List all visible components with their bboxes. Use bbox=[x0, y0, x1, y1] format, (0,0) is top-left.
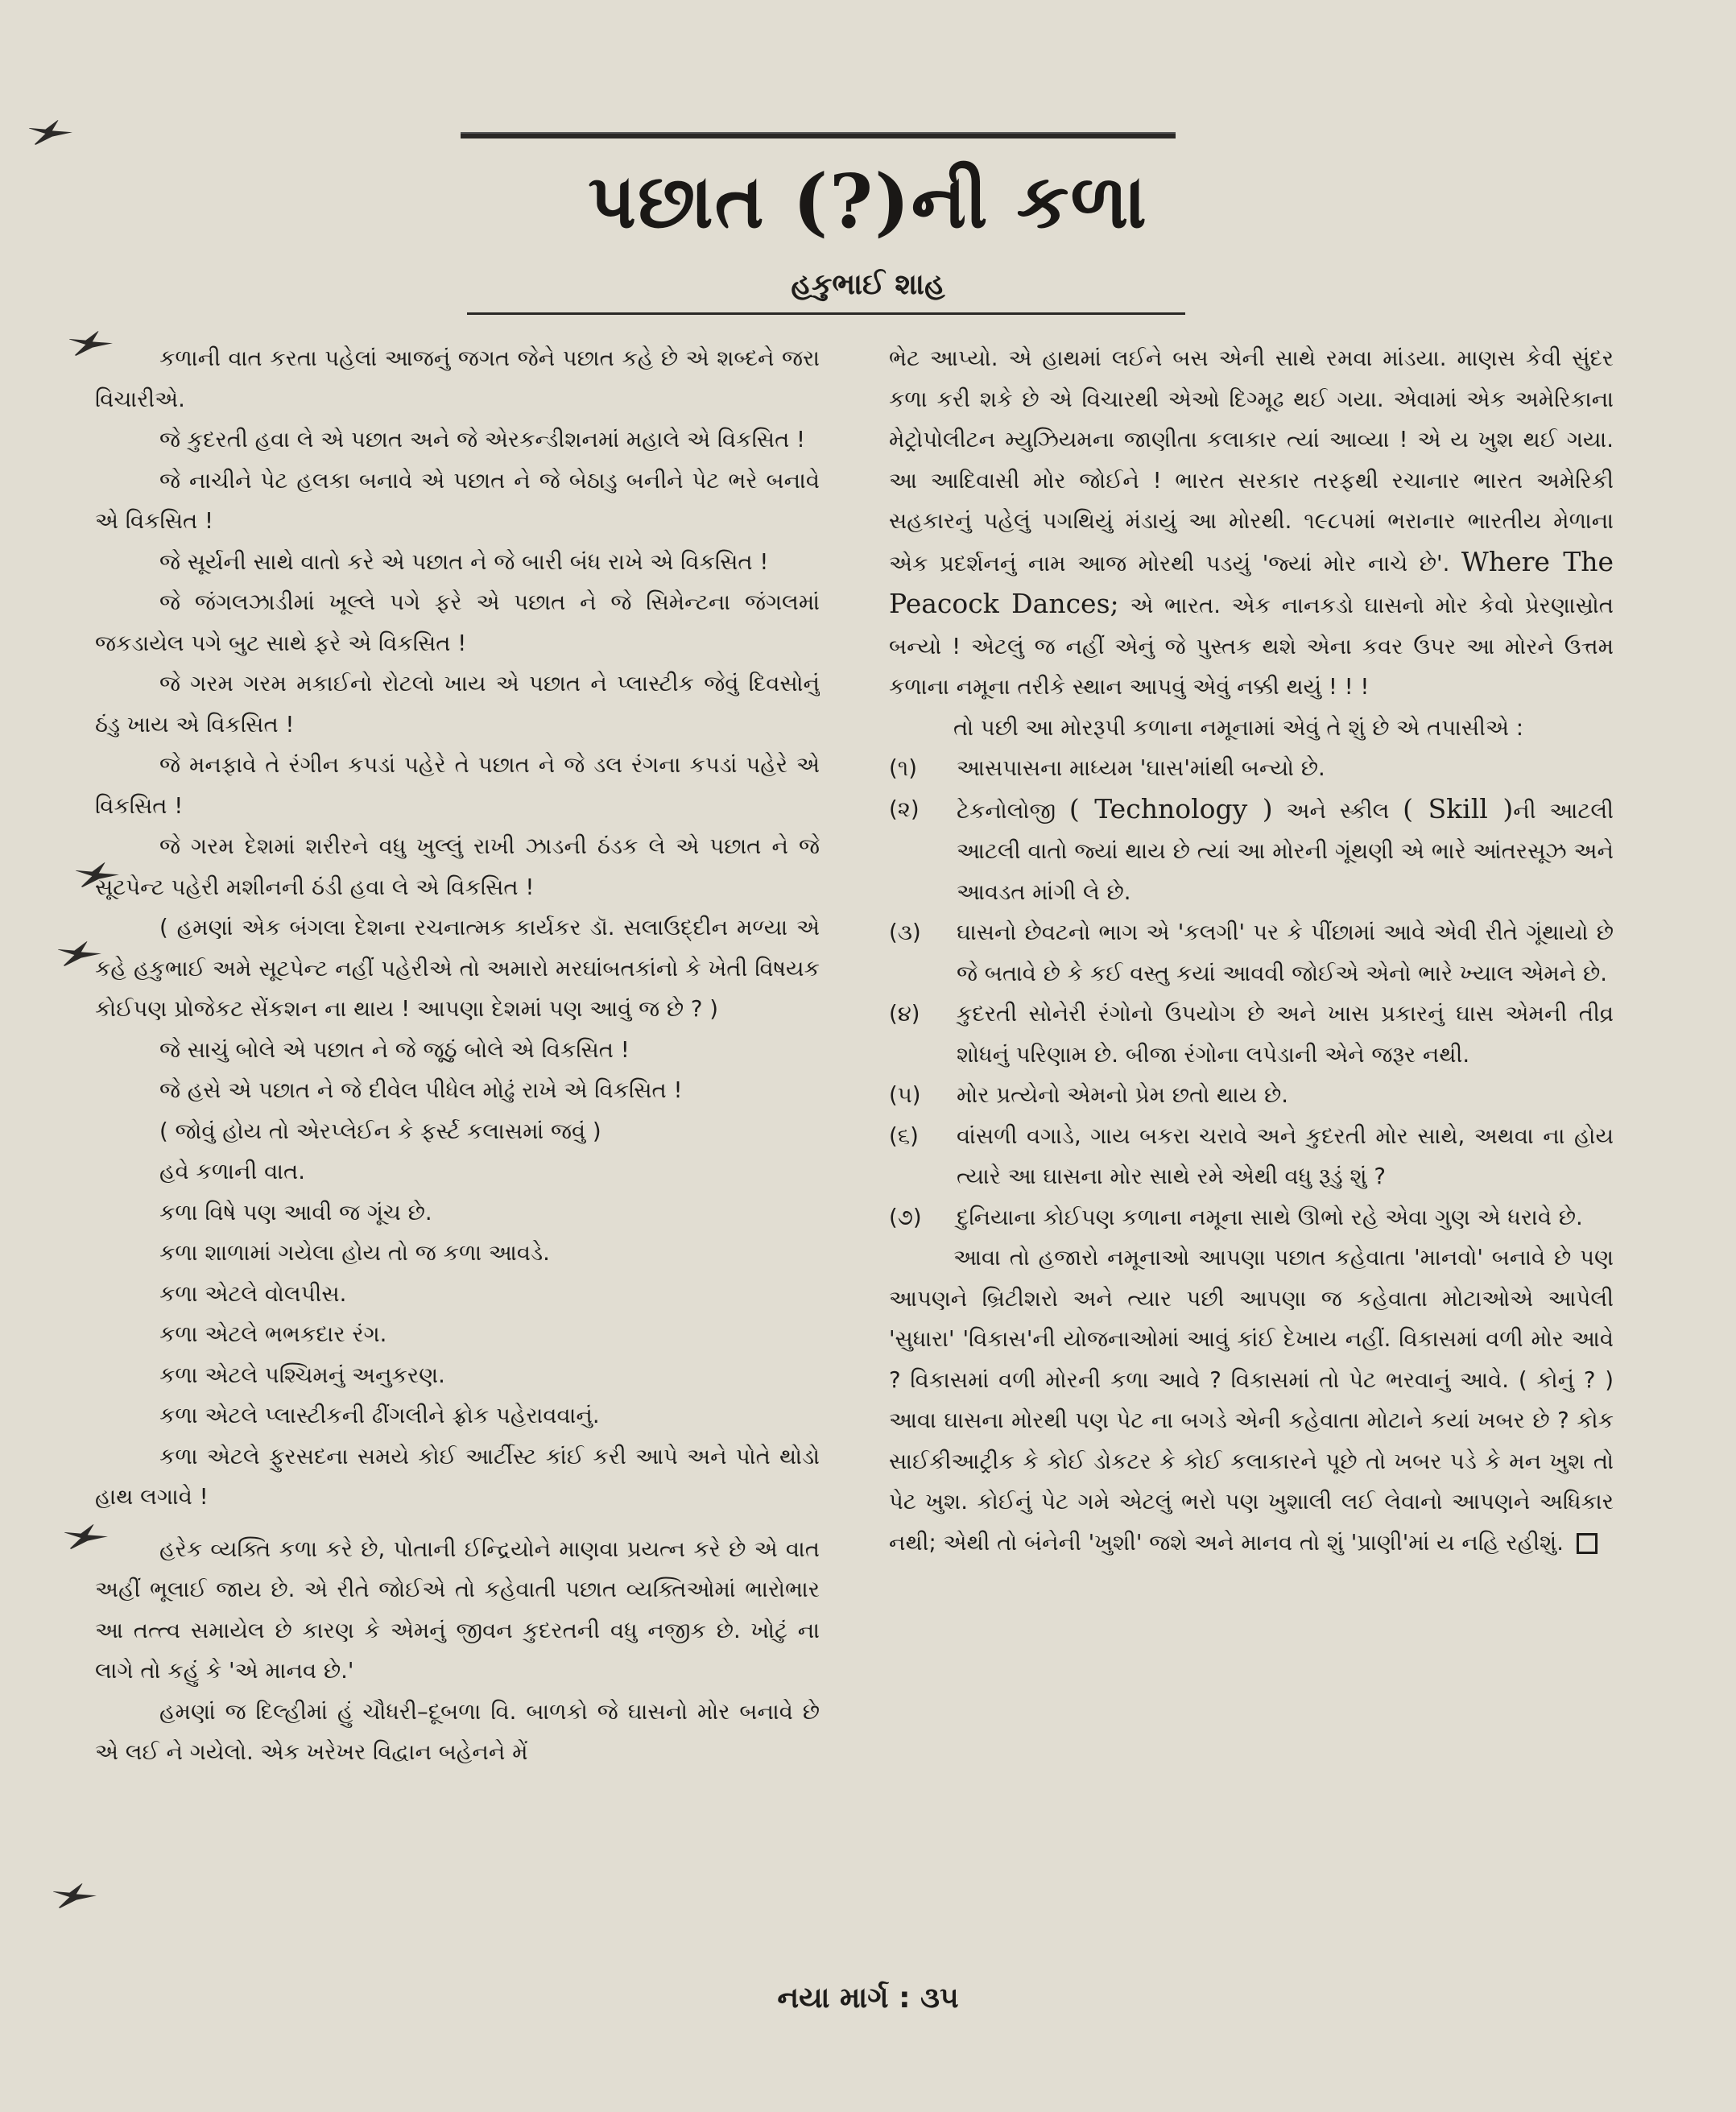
list-item bbox=[889, 1116, 1614, 1197]
english-phrase: ( Technology ) bbox=[1068, 792, 1273, 825]
paragraph: જે નાચીને પેટ હલકા બનાવે એ પછાત ને જે બેઠાડુ બનીને પેટ ભરે બનાવે એ વિકસિત ! bbox=[95, 467, 820, 534]
list-number: (૧) bbox=[889, 755, 917, 781]
list-item bbox=[889, 748, 1614, 789]
list-text: ઘાસનો છેવટનો ભાગ એ 'કલગી' પર કે પીંછામાં આવે એવી રીતે ગૂંથાયો છે જે બતાવે છે કે કઈ વસ્તુ કયાં આવવી જોઈએ એનો ભારે ખ્યાલ એમને છે. bbox=[957, 920, 1614, 986]
list-text-part: ટેકનોલોજી bbox=[957, 797, 1056, 824]
article-title: પછાત (?)ની કળા bbox=[588, 158, 1148, 245]
author-rule bbox=[467, 312, 1185, 315]
paragraph bbox=[889, 338, 1614, 708]
list-text: મોર પ્રત્યેનો એમનો પ્રેમ છતો થાય છે. bbox=[957, 1082, 1288, 1108]
list-item bbox=[889, 789, 1614, 913]
list-text-part: અને સ્કીલ bbox=[1286, 797, 1390, 824]
list-number: (૪) bbox=[889, 1001, 920, 1027]
list-number: (૨) bbox=[889, 796, 920, 822]
list-item bbox=[889, 1197, 1614, 1238]
text-line: કળા શાળામાં ગયેલા હોય તો જ કળા આવડે. bbox=[159, 1240, 550, 1266]
text-line: કળા એટલે પ્લાસ્ટીકની ઢીંગલીને ફ્રોક પહેરાવવાનું. bbox=[159, 1403, 600, 1428]
list-text: કુદરતી સોનેરી રંગોનો ઉપયોગ છે અને ખાસ પ્રકારનું ઘાસ એમની તીવ્ર શોધનું પરિણામ છે. બીજા રંગોના લપેડાની એને જરૂર નથી. bbox=[957, 1001, 1614, 1068]
list-number: (૩) bbox=[889, 920, 921, 945]
list-item bbox=[889, 912, 1614, 994]
left-column bbox=[95, 338, 820, 1981]
text-line: કળા એટલે વોલપીસ. bbox=[159, 1280, 347, 1307]
text-line: ( જોવું હોય તો એરપ્લેઈન કે ફર્સ્ટ કલાસમાં જવું ) bbox=[159, 1118, 601, 1144]
paragraph: જે મનફાવે તે રંગીન કપડાં પહેરે તે પછાત ને જે ડલ રંગના કપડાં પહેરે એ વિકસિત ! bbox=[95, 752, 820, 819]
paragraph: હરેક વ્યક્તિ કળા કરે છે, પોતાની ઈન્દ્રિયોને માણવા પ્રયત્ન કરે છે એ વાત અહીં ભૂલાઈ જાય છે. એ રીતે જોઈએ તો કહેવાતી પછાત વ્યક્તિઓમાં ભારોભાર આ તત્ત્વ સમાયેલ છે કારણ કે એમનું જીવન કુદરતની વધુ નજીક છે. ખોટું ના લાગે તો કહું કે 'એ માનવ છે.' bbox=[95, 1535, 820, 1684]
list-item bbox=[889, 1075, 1614, 1116]
paragraph-text: આવા તો હજારો નમૂનાઓ આપણા પછાત કહેવાતા 'માનવો' બનાવે છે પણ આપણને બ્રિટીશરો અને ત્યાર પછી આપણા જ કહેવાતા મોટાઓએ આપેલી 'સુધારા' 'વિકાસ'ની યોજનાઓમાં આવું કાંઈ દેખાય નહીં. વિકાસમાં વળી મોર આવે ? વિકાસમાં વળી મોરની કળા આવે ? વિકાસમાં તો પેટ ભરવાનું આવે. ( કોનું ? ) આવા ઘાસના મોરથી પણ પેટ ના બગડે એની કહેવાતા મોટાને કયાં ખબર છે ? કોક સાઈકીઆટ્રીક કે કોઈ ડોકટર કે કોઈ કલાકારને પૂછે તો ખબર પડે કે મન ખુશ તો પેટ ખુશ. કોઈનું પેટ ગમે એટલું ભરો પણ ખુશાલી લઈ લેવાનો આપણને અધિકાર નથી; એથી તો બંનેની 'ખુશી' જશે અને માનવ તો શું 'પ્રાણી'માં ય નહિ રહીશું. bbox=[889, 1245, 1614, 1556]
paragraph-text: એ ભારત. એક નાનકડો ઘાસનો મોર કેવો પ્રેરણાસ્રોત બન્યો ! એટલું જ નહીં એનું જે પુસ્તક થશે એના કવર ઉપર આ મોરને ઉત્તમ કળાના નમૂના તરીકે સ્થાન આપવું એવું નક્કી થયું ! ! ! bbox=[889, 593, 1614, 700]
paragraph: જે જંગલઝાડીમાં ખૂલ્લે પગે ફરે એ પછાત ને જે સિમેન્ટના જંગલમાં જકડાયેલ પગે બુટ સાથે ફરે એ વિકસિત ! bbox=[95, 589, 820, 656]
list-number: (૫) bbox=[889, 1082, 921, 1108]
paragraph: હમણાં જ દિલ્હીમાં હું ચૌધરી–દૂબળા વિ. બાળકો જે ઘાસનો મોર બનાવે છે એ લઈ ને ગયેલો. એક ખરેખર વિદ્વાન બહેનને મેં bbox=[95, 1698, 820, 1765]
header-rule bbox=[461, 132, 1176, 138]
paragraph bbox=[889, 1238, 1614, 1563]
paragraph: જે હસે એ પછાત ને જે દીવેલ પીધેલ મોઢું રાખે એ વિકસિત ! bbox=[159, 1077, 683, 1103]
end-mark-box bbox=[1577, 1533, 1598, 1554]
paragraph: ( હમણાં એક બંગલા દેશના રચનાત્મક કાર્યકર ડૉ. સલાઉદ્દીન મળ્યા એ કહે હકુભાઈ અમે સૂટપેન્ટ નહીં પહેરીએ તો અમારો મરઘાંબતકાંનો કે ખેતી વિષયક કોઈપણ પ્રોજેકટ સેંકશન ના થાય ! આપણા દેશમાં પણ આવું જ છે ? ) bbox=[95, 915, 820, 1022]
punch-hole-mark bbox=[52, 1883, 97, 1912]
punch-hole-mark bbox=[27, 119, 72, 148]
list-text bbox=[957, 789, 1614, 913]
list-text: વાંસળી વગાડે, ગાય બકરા ચરાવે અને કુદરતી મોર સાથે, અથવા ના હોય ત્યારે આ ઘાસના મોર સાથે રમે એથી વધુ રૂડું શું ? bbox=[957, 1122, 1614, 1189]
text-line: કળા એટલે પશ્ચિમનું અનુકરણ. bbox=[159, 1362, 445, 1388]
paragraph: જે ગરમ ગરમ મકાઈનો રોટલો ખાય એ પછાત ને પ્લાસ્ટીક જેવું દિવસોનું ઠંડુ ખાય એ વિકસિત ! bbox=[95, 671, 820, 738]
english-phrase: Where The Peacock Dances; bbox=[889, 545, 1614, 619]
text-line: કળા વિષે પણ આવી જ ગૂંચ છે. bbox=[159, 1199, 432, 1225]
paragraph: જે સાચું બોલે એ પછાત ને જે જૂઠું બોલે એ વિકસિત ! bbox=[159, 1036, 630, 1063]
text-line: કળા એટલે ભભકદાર રંગ. bbox=[159, 1321, 387, 1347]
paragraph: જે ગરમ દેશમાં શરીરને વધુ ખુલ્લું રાખી ઝાડની ઠંડક લે એ પછાત ને જે સૂટપેન્ટ પહેરી મશીનની ઠંડી હવા લે એ વિકસિત ! bbox=[95, 833, 820, 900]
paragraph: કળાની વાત કરતા પહેલાં આજનું જગત જેને પછાત કહે છે એ શબ્દને જરા વિચારીએ. bbox=[95, 345, 820, 412]
article-author: હકુભાઈ શાહ bbox=[791, 268, 945, 301]
list-item bbox=[889, 994, 1614, 1075]
page-footer: નયા માર્ગ : ૩૫ bbox=[777, 1982, 959, 2015]
paragraph: તો પછી આ મોરરૂપી કળાના નમૂનામાં એવું તે શું છે એ તપાસીએ : bbox=[953, 714, 1523, 741]
text-line: હવે કળાની વાત. bbox=[159, 1159, 305, 1184]
right-column bbox=[889, 338, 1614, 1981]
list-number: (૭) bbox=[889, 1204, 922, 1230]
list-text-part: ની આટલી આટલી વાતો જ્યાં થાય છે ત્યાં આ મોરની ગૂંથણી એ ભારે આંતરસૂઝ અને આવડત માંગી લે છે. bbox=[957, 797, 1614, 905]
paragraph: જે સૂર્યની સાથે વાતો કરે એ પછાત ને જે બારી બંધ રાખે એ વિકસિત ! bbox=[159, 548, 769, 575]
paragraph: કળા એટલે ફુરસદના સમયે કોઈ આર્ટીસ્ટ કાંઈ કરી આપે અને પોતે થોડો હાથ લગાવે ! bbox=[95, 1443, 820, 1510]
list-text: આસપાસના માધ્યમ 'ઘાસ'માંથી બન્યો છે. bbox=[957, 755, 1325, 781]
paragraph: જે કુદરતી હવા લે એ પછાત અને જે એરકન્ડીશનમાં મહાલે એ વિકસિત ! bbox=[159, 427, 806, 453]
paragraph-text: ભેટ આપ્યો. એ હાથમાં લઈને બસ એની સાથે રમવા માંડયા. માણસ કેવી સુંદર કળા કરી શકે છે એ વિચારથી એઓ દિગ્મૂઢ થઈ ગયા. એવામાં એક અમેરિકાના મેટ્રોપોલીટન મ્યુઝિયમના જાણીતા કલાકાર ત્યાં આવ્યા ! એ ય ખુશ થઈ ગયા. આ આદિવાસી મોર જોઈને ! ભારત સરકાર તરફથી રચાનાર ભારત અમેરિકી સહકારનું પહેલું પગથિયું મંડાયું આ મોરથી. ૧૯૮૫માં ભરાનાર ભારતીય મેળાના એક પ્રદર્શનનું નામ આજ મોરથી પડયું 'જ્યાં મોર નાચે છે'. bbox=[889, 345, 1614, 577]
english-phrase: ( Skill ) bbox=[1403, 792, 1514, 825]
list-text: દુનિયાના કોઈપણ કળાના નમૂના સાથે ઊભો રહે એવા ગુણ એ ધરાવે છે. bbox=[957, 1204, 1583, 1230]
list-number: (૬) bbox=[889, 1122, 919, 1149]
